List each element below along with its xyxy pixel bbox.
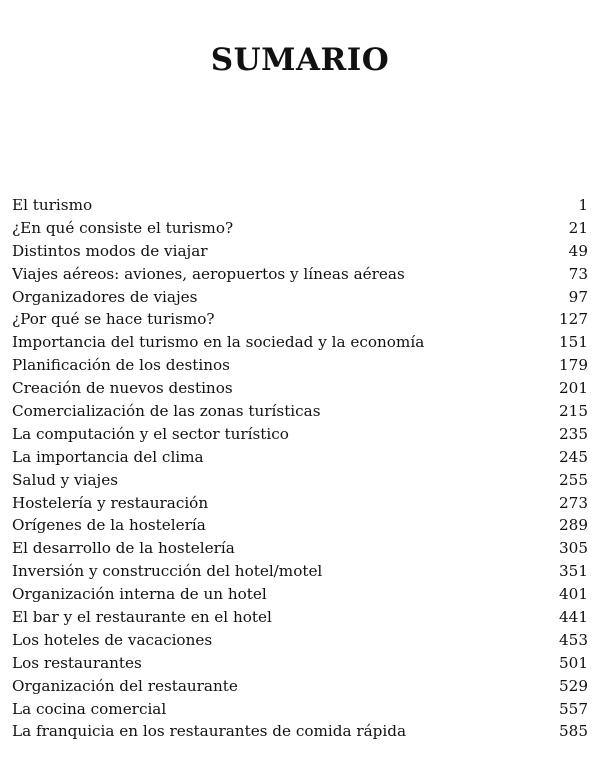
toc-entry-title: Inversión y construcción del hotel/motel [12,562,323,581]
toc-entry [12,423,588,446]
toc-entry-title: Organización del restaurante [12,676,238,695]
toc-entry [12,308,588,331]
toc-entry [12,377,588,400]
toc-entry [12,583,588,606]
toc-entry-page-number: 127 [559,310,588,329]
toc-entry-title: La importancia del clima [12,447,204,466]
toc-entry [12,240,588,263]
toc-entry-page-number: 201 [559,379,588,398]
toc-entry [12,606,588,629]
toc-entry [12,560,588,583]
toc-entry-title: El bar y el restaurante en el hotel [12,608,272,627]
toc-entry-page-number: 179 [559,356,588,375]
toc-entry-title: ¿En qué consiste el turismo? [12,218,234,237]
toc-entry-page-number: 557 [559,699,588,718]
toc-entry-page-number: 273 [559,493,588,512]
toc-entry-title: Los hoteles de vacaciones [12,630,213,649]
toc-entry [12,537,588,560]
toc-entry [12,194,588,217]
toc-entry [12,354,588,377]
toc-entry-title: Salud y viajes [12,470,119,489]
toc-entry-page-number: 351 [559,562,588,581]
toc-entry [12,629,588,652]
toc-entry-title: Planificación de los destinos [12,356,230,375]
toc-entry-page-number: 73 [568,264,588,283]
toc-entry-page-number: 97 [568,287,588,306]
toc-entry-title: ¿Por qué se hace turismo? [12,310,215,329]
toc-entry-title: Organización interna de un hotel [12,585,267,604]
toc-entry-title: El desarrollo de la hostelería [12,539,235,558]
table-of-contents [12,194,588,743]
toc-entry-title: Hostelería y restauración [12,493,209,512]
toc-entry-page-number: 215 [559,402,588,421]
toc-entry-page-number: 21 [568,218,588,237]
toc-entry-page-number: 453 [559,630,588,649]
toc-entry-page-number: 1 [578,196,588,214]
toc-entry [12,492,588,515]
toc-entry-title: Orígenes de la hostelería [12,516,206,535]
toc-entry-title: La franquicia en los restaurantes de comida rápida [12,722,407,741]
toc-entry-page-number: 245 [559,447,588,466]
toc-entry-title: Creación de nuevos destinos [12,379,233,398]
toc-entry-title: La cocina comercial [12,699,167,718]
toc-entry-page-number: 401 [559,585,588,604]
toc-entry-page-number: 585 [559,722,588,741]
toc-entry [12,400,588,423]
toc-entry [12,698,588,721]
toc-entry-title: La computación y el sector turístico [12,424,289,443]
toc-entry [12,720,588,743]
toc-entry-page-number: 151 [559,333,588,352]
toc-entry [12,652,588,675]
toc-entry [12,286,588,309]
toc-entry-title: Distintos modos de viajar [12,241,208,260]
toc-entry-title: Los restaurantes [12,653,142,672]
toc-entry [12,331,588,354]
toc-entry-page-number: 529 [559,676,588,695]
toc-entry-page-number: 235 [559,424,588,443]
toc-entry [12,514,588,537]
toc-entry [12,263,588,286]
toc-entry-title: Importancia del turismo en la sociedad y la economía [12,333,425,352]
toc-entry-title: El turismo [12,196,93,214]
toc-entry-page-number: 441 [559,608,588,627]
toc-entry-title: Organizadores de viajes [12,287,198,306]
toc-entry-page-number: 49 [568,241,588,260]
page-title: SUMARIO [210,42,390,78]
toc-entry-page-number: 501 [559,653,588,672]
toc-entry [12,446,588,469]
toc-entry-page-number: 305 [559,539,588,558]
toc-entry [12,217,588,240]
toc-entry-page-number: 255 [559,470,588,489]
toc-entry-title: Comercialización de las zonas turísticas [12,402,321,421]
toc-entry-title: Viajes aéreos: aviones, aeropuertos y líneas aéreas [12,264,405,283]
toc-entry [12,675,588,698]
toc-entry [12,469,588,492]
toc-entry-page-number: 289 [559,516,588,535]
